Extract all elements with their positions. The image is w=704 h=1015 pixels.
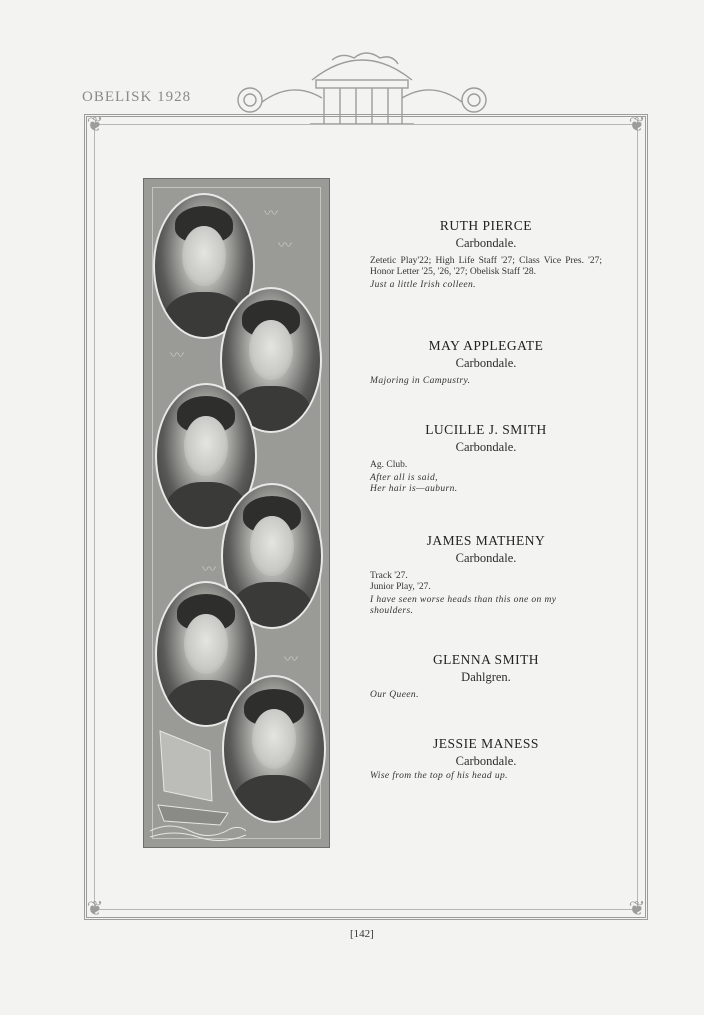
- bird-icon: 〰: [284, 653, 298, 668]
- student-town: Dahlgren.: [461, 670, 511, 684]
- student-town: Carbondale.: [455, 754, 517, 768]
- entry-may-applegate: [370, 338, 602, 387]
- student-activities-line-2: Junior Play, '27.: [370, 582, 431, 592]
- student-name: JAMES MATHENY: [426, 533, 546, 548]
- student-activities: Ag. Club.: [370, 460, 408, 470]
- entry-ruth-pierce: [370, 218, 602, 291]
- page-number: [142]: [350, 928, 374, 940]
- student-name: JESSIE MANESS: [433, 736, 539, 751]
- student-town: Carbondale.: [455, 236, 517, 250]
- corner-ornament-icon: ❦: [86, 114, 104, 136]
- portrait-panel: [143, 178, 330, 848]
- entry-glenna-smith: [370, 652, 602, 701]
- student-town: Carbondale.: [455, 551, 517, 565]
- student-quote: Our Queen.: [370, 690, 419, 700]
- bird-icon: 〰: [278, 239, 292, 254]
- student-name: LUCILLE J. SMITH: [425, 422, 547, 437]
- entry-james-matheny: [370, 533, 602, 617]
- student-quote: Wise from the top of his head up.: [370, 771, 508, 781]
- bird-icon: 〰: [202, 563, 216, 578]
- sailing-ship-icon: [150, 721, 246, 841]
- student-town: Carbondale.: [455, 356, 517, 370]
- corner-ornament-icon: ❦: [628, 114, 646, 136]
- bird-icon: 〰: [264, 207, 278, 222]
- student-quote: I have seen worse heads than this one on my shoulders.: [370, 595, 557, 616]
- entry-lucille-smith: [370, 422, 602, 495]
- bird-icon: 〰: [170, 349, 184, 364]
- student-quote: Just a little Irish colleen.: [370, 280, 476, 290]
- student-name: GLENNA SMITH: [432, 652, 540, 667]
- entry-jessie-maness: [370, 736, 602, 782]
- student-activities: Track '27.: [370, 571, 408, 581]
- student-quote-line-2: Her hair is—auburn.: [370, 484, 458, 494]
- student-quote: After all is said,: [370, 473, 438, 483]
- student-name: MAY APPLEGATE: [428, 338, 544, 353]
- student-quote: Majoring in Campustry.: [370, 376, 471, 386]
- corner-ornament-icon: ❦: [628, 898, 646, 920]
- student-activities: Zetetic Play'22; High Life Staff '27; Class Vice Pres. '27; Honor Letter '25, '26, '27; Obelisk Staff '28.: [370, 256, 602, 277]
- student-town: Carbondale.: [455, 440, 517, 454]
- student-name: RUTH PIERCE: [439, 218, 533, 233]
- corner-ornament-icon: ❦: [86, 898, 104, 920]
- page-header-title: OBELISK 1928: [82, 89, 192, 105]
